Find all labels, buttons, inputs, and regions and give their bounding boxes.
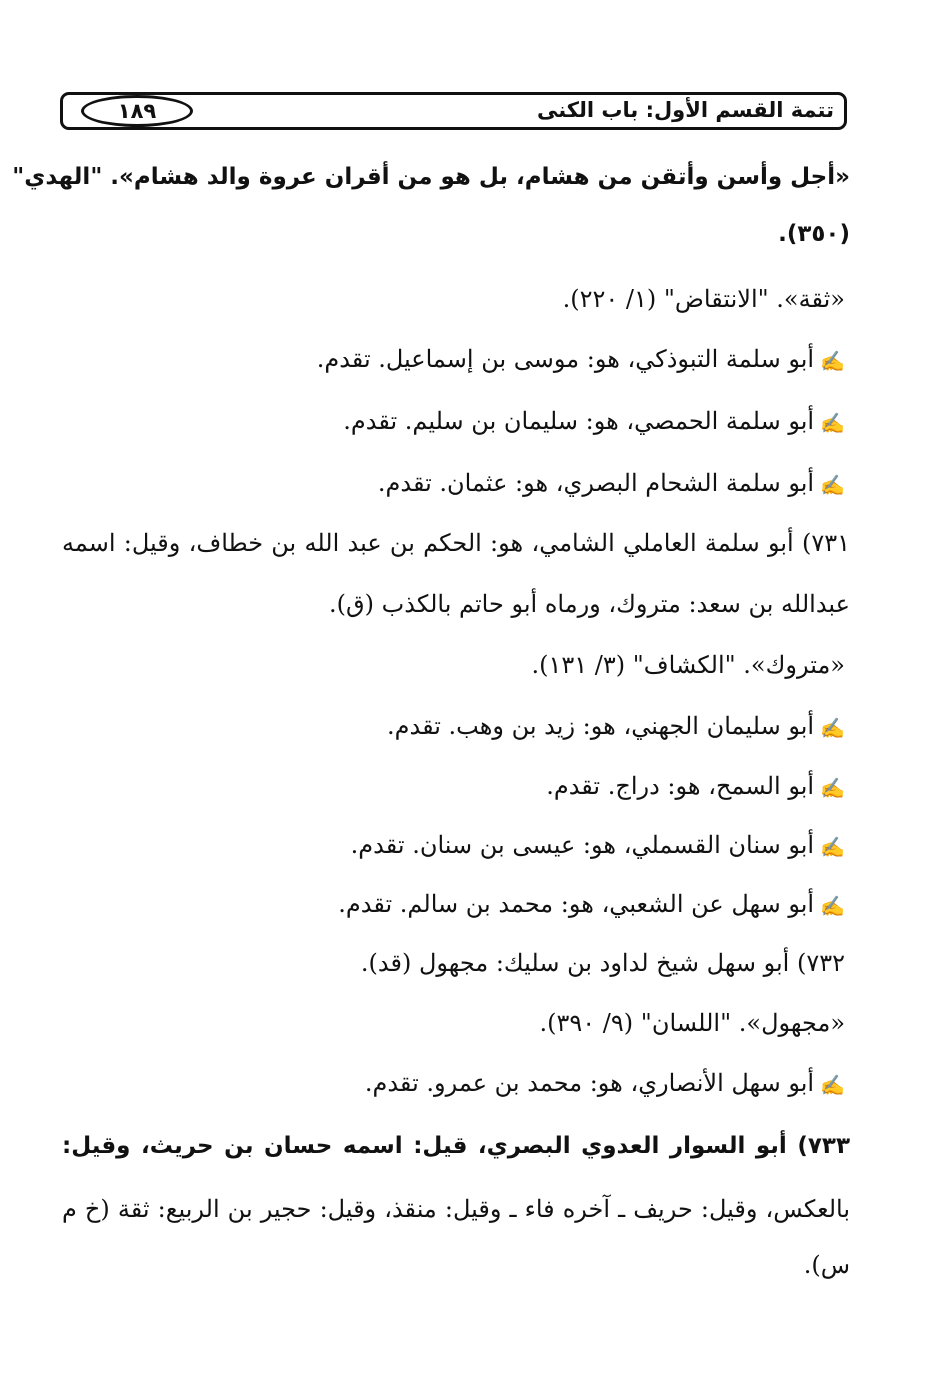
- page-number: ١٨٩: [81, 95, 193, 127]
- cross-reference-entry: [343, 404, 845, 440]
- text-line-1: «أجل وأسن وأتقن من هشام، بل هو من أقران عروة والد هشام». "الهدي": [12, 164, 850, 190]
- cross-reference-text: أبو سليمان الجهني، هو: زيد بن وهب. تقدم.: [387, 712, 815, 740]
- pen-icon: ✍: [820, 893, 845, 918]
- cross-reference-text: أبو سلمة الحمصي، هو: سليمان بن سليم. تقدم.: [343, 407, 815, 435]
- cross-reference-text: أبو السمح، هو: دراج. تقدم.: [546, 772, 815, 800]
- cross-reference-text: أبو سلمة الشحام البصري، هو: عثمان. تقدم.: [377, 469, 815, 497]
- pen-icon: ✍: [820, 1072, 845, 1097]
- cross-reference-entry: [365, 1066, 845, 1102]
- pen-icon: ✍: [820, 834, 845, 859]
- cross-reference-entry: [338, 887, 845, 923]
- text-line-3: «ثقة». "الانتقاض" (١/ ٢٢٠).: [562, 285, 845, 313]
- entry-733-line-1: ٧٣٣) أبو السوار العدوي البصري، قيل: اسمه حسان بن حريث، وقيل:: [62, 1133, 850, 1159]
- cross-reference-entry: [351, 828, 845, 864]
- cross-reference-entry: [387, 709, 845, 745]
- entry-733-line-3: س).: [803, 1251, 850, 1279]
- cross-reference-text: أبو سنان القسملي، هو: عيسى بن سنان. تقدم.: [350, 831, 815, 859]
- entry-731-line-2: عبدالله بن سعد: متروك، ورماه أبو حاتم بالكذب (ق).: [329, 590, 850, 618]
- pen-icon: ✍: [820, 348, 845, 373]
- entry-731-note: «متروك». "الكشاف" (٣/ ١٣١).: [531, 651, 845, 679]
- cross-reference-text: أبو سهل عن الشعبي، هو: محمد بن سالم. تقدم.: [338, 890, 815, 918]
- pen-icon: ✍: [820, 715, 845, 740]
- text-line-2: (٣٥٠).: [778, 221, 850, 247]
- entry-732-note: «مجهول». "اللسان" (٩/ ٣٩٠).: [539, 1009, 845, 1037]
- entry-733-line-2: بالعكس، وقيل: حريف ـ آخره فاء ـ وقيل: منقذ، وقيل: حجير بن الربيع: ثقة (خ م: [62, 1195, 850, 1223]
- pen-icon: ✍: [820, 472, 845, 497]
- header-title: تتمة القسم الأول: باب الكنى: [536, 98, 834, 122]
- cross-reference-text: أبو سلمة التبوذكي، هو: موسى بن إسماعيل. تقدم.: [316, 345, 815, 373]
- running-header: [60, 92, 847, 130]
- entry-731-line-1: ٧٣١) أبو سلمة العاملي الشامي، هو: الحكم بن عبد الله بن خطاف، وقيل: اسمه: [62, 529, 850, 557]
- cross-reference-entry: [317, 342, 845, 378]
- cross-reference-text: أبو سهل الأنصاري، هو: محمد بن عمرو. تقدم.: [364, 1069, 815, 1097]
- pen-icon: ✍: [820, 410, 845, 435]
- cross-reference-entry: [378, 466, 845, 502]
- pen-icon: ✍: [820, 775, 845, 800]
- cross-reference-entry: [546, 769, 845, 805]
- entry-732: ٧٣٢) أبو سهل شيخ لداود بن سليك: مجهول (قد).: [360, 949, 845, 977]
